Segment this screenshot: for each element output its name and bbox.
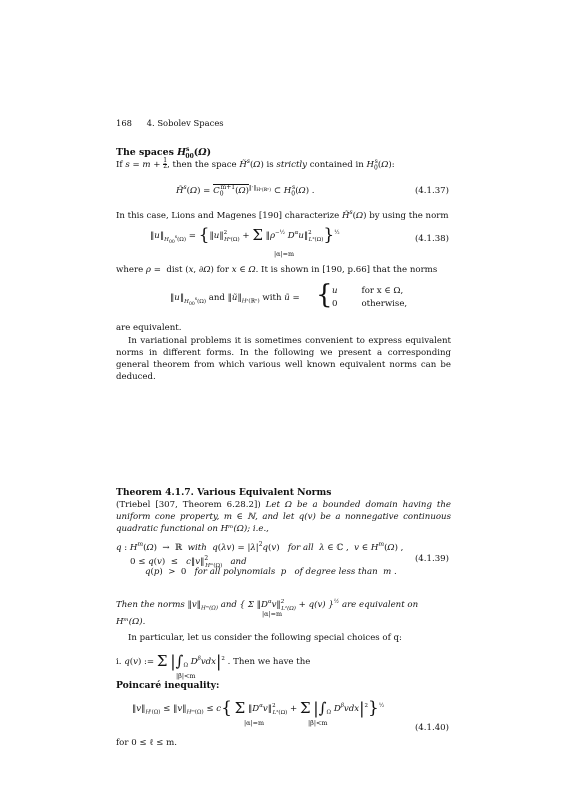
- equation-number-4-1-39: (4.1.39): [414, 554, 449, 564]
- theorem-body-text: (Triebel [307, Theorem 6.28.2]) Let Ω be a bounded domain having the uniform cone property, m ∈ ℕ, and let q(v) be a nonnegative continuous quadratic functional on Hᵐ(Ω); i.e.,: [116, 500, 452, 534]
- theorem-condition-2: 0 ≤ q(v) ≤ c‖v‖$^2_{Hᵐ(\Omega)}$ and: [130, 555, 247, 569]
- equation-4-1-40: $‖v‖_{Hˡ(\Omega)}$ ≤ $‖v‖_{Hᵐ(\Omega)} \le c${ Σ $‖D^\alpha v‖^2_{L^2(\Omega)} + \Sigma$ $|\int_\Omega$ $D^\beta vdx|^2\}^{\frac{1}{2}}$: [132, 698, 385, 719]
- equation-number-4-1-40: (4.1.40): [414, 723, 449, 733]
- theorem-conclusion: Then the norms $‖v‖_{Hᵐ(\Omega)}$ and { Σ $‖D^\alpha v‖^2_{L^2(\Omega)} + q(v)$ }$^{\frac{1}{2}}$ are equivalent on: [116, 599, 419, 612]
- equation-number-4-1-37: (4.1.37): [414, 186, 449, 196]
- case-1: u for x ∈ Ω,: [332, 286, 404, 296]
- running-head: [116, 117, 224, 129]
- theorem-condition-1: q : $H^m(\Omega)$ → ℝ with $q(\lambda v) = |\lambda|^2q(v)$ for all λ ∈ ℂ , v ∈ $H^m(\Omega)$ ,: [116, 541, 404, 553]
- equivalent-line: are equivalent.: [116, 323, 182, 333]
- poincare-heading: Poincaré inequality:: [116, 680, 220, 691]
- final-line: for 0 ≤ ℓ ≤ m.: [116, 738, 177, 748]
- section-title: The spaces $H^s_{00}(\Omega)$: [116, 146, 211, 160]
- equation-number-4-1-38: (4.1.38): [414, 234, 449, 244]
- particular-line: In particular, let us consider the following special choices of q:: [128, 633, 402, 643]
- norms-display: $‖u‖_{H_{00}^s(\Omega)}$ and $‖ũ‖_{Hˢ(ℝ^n)}$ with ũ =: [170, 293, 300, 307]
- choice-i: i. q(v) := Σ $|\int_\Omega$ $D^\beta vdx|^2$ . Then we have the: [116, 651, 311, 671]
- page: 168 4. Sobolev Spaces The spaces $H^s_{00}(\Omega)$ If s = m + 1 2, then the space H̃$^s$(Ω) is strictly contained in $H_0^s(\Omega)$: H̃$^s$(Ω) = $C_0^{m+1}(\Omega)^{‖\cdot‖_{Hˢ(ℝ^n)}}$ ⊂ $H_0^s(\Omega)$ . (4.1.37) In this case, Lions and Magenes [190] characterize H̃$^s$(Ω) by using the norm $‖u‖_{H_{00}^s(\Omega)}$ = {‖u‖$^2_{Hˢ(\Omega)}$ + Σ $‖\rho^{-\frac{1}{2}}$ $D^\alpha u‖^2_{L^2(\Omega)}\}^{\frac{1}{2}}$ |α|=m (4.1.38) where ρ = dist (x, ∂Ω) for x ∈ Ω. It is shown in [190, p.66] that the norms $‖u‖_{H_{00}^s(\Omega)}$ and $‖ũ‖_{Hˢ(ℝ^n)}$ with ũ = { u for x ∈ Ω, 0 otherwise, are equivalent. In variational problems it is sometimes convenient to express equivalent norms in different forms. In the following we present a corresponding general theorem from which various well known equivalent norms can be deduced. Theorem 4.1.7. Various Equivalent Norms (Triebel [307, Theorem 6.28.2]) Let Ω be a bounded domain having the uniform cone property, m ∈ ℕ, and let q(v) be a nonnegative continuous quadratic functional on Hᵐ(Ω); i.e., q : $H^m(\Omega)$ → ℝ with $q(\lambda v) = |\lambda|^2q(v)$ for all λ ∈ ℂ , v ∈ $H^m(\Omega)$ , 0 ≤ q(v) ≤ c‖v‖$^2_{Hᵐ(\Omega)}$ and (4.1.39) q(p) > 0 for all polynomials p of degree less than m . Then the norms $‖v‖_{Hᵐ(\Omega)}$ and { Σ $‖D^\alpha v‖^2_{L^2(\Omega)} + q(v)$ }$^{\frac{1}{2}}$ are equivalent on |α|=m Hᵐ(Ω). In particular, let us consider the following special choices of q: i. q(v) := Σ $|\int_\Omega$ $D^\beta vdx|^2$ . Then we have the |β|<m Poincaré inequality: $‖v‖_{Hˡ(\Omega)}$ ≤ $‖v‖_{Hᵐ(\Omega)} \le c${ Σ $‖D^\alpha v‖^2_{L^2(\Omega)} + \Sigma$ $|\int_\Omega$ $D^\beta vdx|^2\}^{\frac{1}{2}}$ |α|=m |β|<m (4.1.40) for 0 ≤ ℓ ≤ m.: [116, 118, 452, 748]
- case-2: 0 otherwise,: [332, 299, 408, 309]
- paragraph-variational: In variational problems it is sometimes convenient to express equivalent norms in different forms. In the following we present a corresponding general theorem from which various well known equivalent norms can be deduced.: [116, 336, 451, 382]
- intro-line: If s = m + 1 2, then the space H̃$^s$(Ω) is strictly contained in $H_0^s(\Omega)$:: [116, 157, 395, 172]
- theorem-heading: Theorem 4.1.7. Various Equivalent Norms: [116, 487, 332, 498]
- equation-4-1-38: $‖u‖_{H_{00}^s(\Omega)}$ = {‖u‖$^2_{Hˢ(\Omega)}$ + Σ $‖\rho^{-\frac{1}{2}}$ $D^\alpha u‖^2_{L^2(\Omega)}\}^{\frac{1}{2}}$: [150, 225, 340, 246]
- theorem-conclusion-tail: Hᵐ(Ω).: [116, 617, 146, 627]
- case-brace: {: [316, 280, 333, 310]
- chapter-title: 4. Sobolev Spaces: [146, 118, 224, 128]
- where-line: where ρ = dist (x, ∂Ω) for x ∈ Ω. It is shown in [190, p.66] that the norms: [116, 265, 438, 275]
- page-number: 168: [116, 118, 132, 128]
- theorem-condition-3: q(p) > 0 for all polynomials p of degree less than m .: [145, 567, 397, 577]
- equation-4-1-37: H̃$^s$(Ω) = $C_0^{m+1}(\Omega)^{‖\cdot‖_{Hˢ(ℝ^n)}}$ ⊂ $H_0^s(\Omega)$ .: [176, 184, 315, 198]
- lions-line: In this case, Lions and Magenes [190] characterize H̃$^s$(Ω) by using the norm: [116, 209, 449, 221]
